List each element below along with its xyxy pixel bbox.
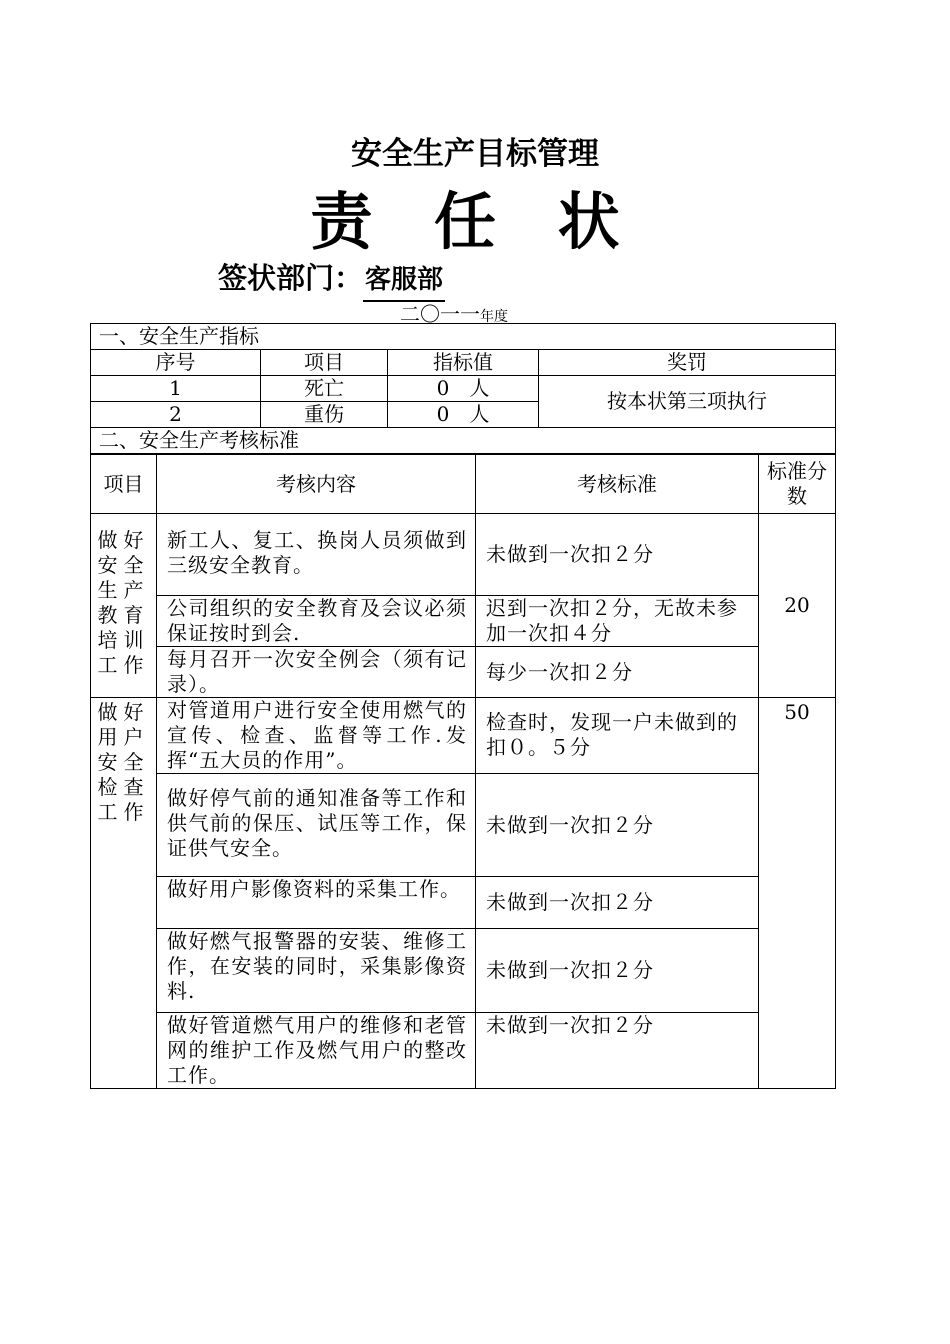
standard-cell: 未做到一次扣２分 (476, 1013, 759, 1089)
content-cell: 对管道用户进行安全使用燃气的宣传、检查、监督等工作.发挥“五大员的作用”。 (157, 698, 476, 774)
standard-cell: 迟到一次扣２分，无故未参加一次扣４分 (476, 596, 759, 647)
department-line (218, 256, 445, 302)
table-row (91, 1013, 836, 1089)
responsibility-table (90, 323, 835, 1089)
table-row (91, 596, 836, 647)
content-cell: 做好管道燃气用户的维修和老管网的维护工作及燃气用户的整改工作。 (157, 1013, 476, 1089)
title-line2: 责 任 状 (310, 185, 640, 258)
content-cell: 公司组织的安全教育及会议必须保证按时到会. (157, 596, 476, 647)
row-no: 1 (91, 376, 261, 402)
content-cell: 做好用户影像资料的采集工作。 (157, 877, 476, 929)
col-header-standard: 考核标准 (476, 455, 759, 514)
col-header-value: 指标值 (388, 350, 539, 376)
row-item: 死亡 (261, 376, 388, 402)
table-row (91, 698, 836, 774)
col-header-content: 考核内容 (157, 455, 476, 514)
content-cell: 每月召开一次安全例会（须有记录）。 (157, 647, 476, 698)
standard-cell: 未做到一次扣２分 (476, 877, 759, 929)
score-cell: 20 (759, 514, 836, 698)
score-cell: 50 (759, 698, 836, 1089)
table-row (91, 774, 836, 877)
standard-cell: 检查时，发现一户未做到的扣０。５分 (476, 698, 759, 774)
content-cell: 新工人、复工、换岗人员须做到三级安全教育。 (157, 514, 476, 596)
indicator-table (90, 323, 836, 454)
standard-cell: 未做到一次扣２分 (476, 774, 759, 877)
col-header-item: 项目 (261, 350, 388, 376)
table-row (91, 877, 836, 929)
table-row (91, 514, 836, 596)
section1-heading: 一、安全生产指标 (91, 324, 836, 350)
content-cell: 做好燃气报警器的安装、维修工作，在安装的同时，采集影像资料. (157, 929, 476, 1013)
standard-cell: 未做到一次扣２分 (476, 514, 759, 596)
section2-heading: 二、安全生产考核标准 (91, 428, 836, 454)
col-header-score: 标准分数 (759, 455, 836, 514)
department-value: 客服部 (363, 259, 445, 302)
table-row (91, 376, 836, 402)
col-header-project: 项目 (91, 455, 157, 514)
standard-cell: 每少一次扣２分 (476, 647, 759, 698)
title-line1: 安全生产目标管理 (351, 136, 599, 172)
standard-cell: 未做到一次扣２分 (476, 929, 759, 1013)
project-cell: 做好安全生产教育培训工作 (91, 514, 157, 698)
table-row (91, 929, 836, 1013)
year-main: 二〇一一 (400, 302, 480, 326)
col-header-no: 序号 (91, 350, 261, 376)
row-value: 0 人 (388, 376, 539, 402)
row-item: 重伤 (261, 402, 388, 428)
department-label: 签状部门： (218, 261, 364, 295)
row-value: 0 人 (388, 402, 539, 428)
year-suffix: 年度 (480, 309, 508, 325)
row-no: 2 (91, 402, 261, 428)
content-cell: 做好停气前的通知准备等工作和供气前的保压、试压等工作，保证供气安全。 (157, 774, 476, 877)
table-row (91, 647, 836, 698)
col-header-penalty: 奖罚 (539, 350, 836, 376)
penalty-cell: 按本状第三项执行 (539, 376, 836, 428)
project-cell: 做好用户安全检查工作 (91, 698, 157, 1089)
assessment-table (90, 454, 836, 1089)
